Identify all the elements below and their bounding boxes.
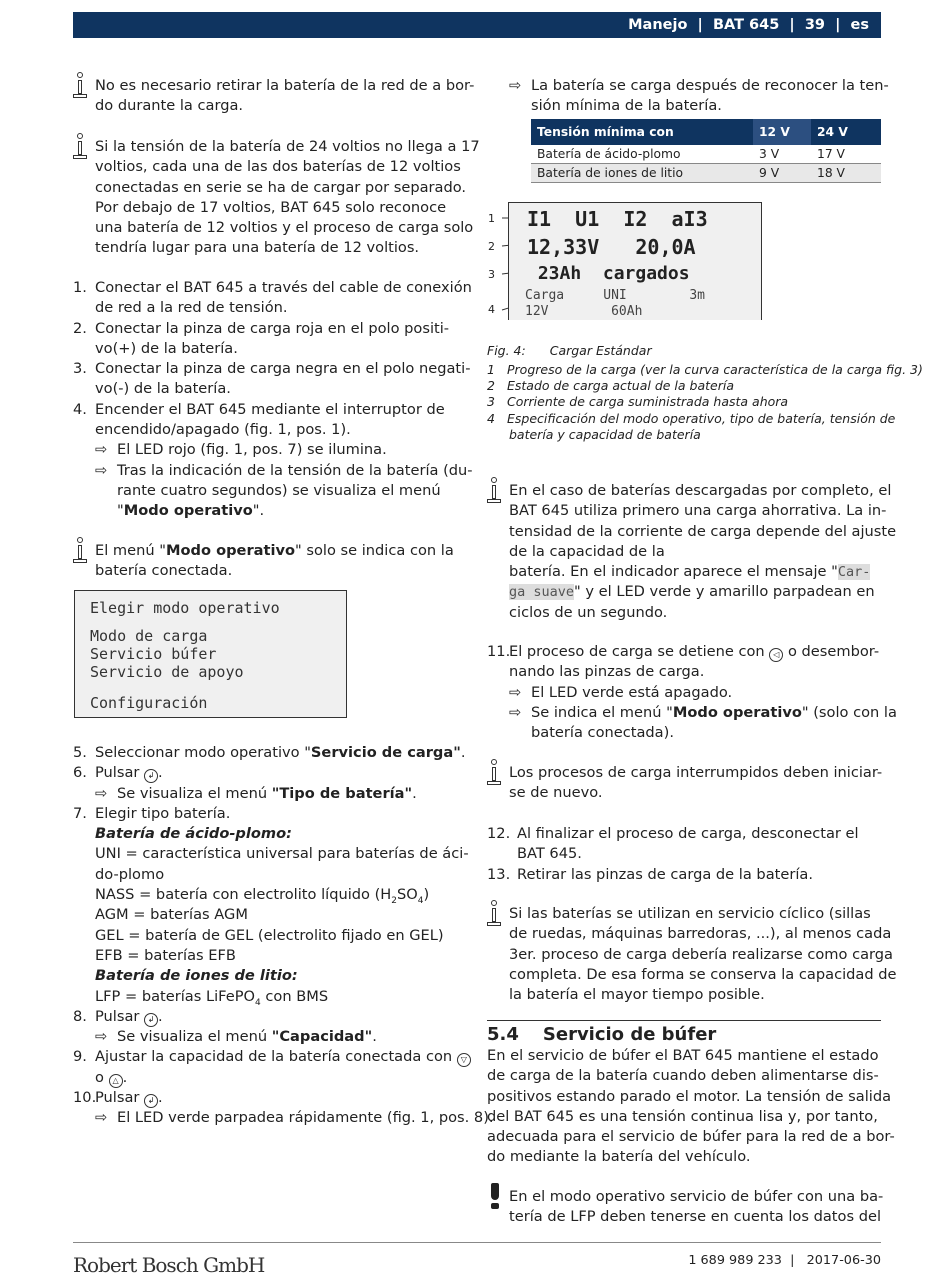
menu-item: Configuración [90,694,208,712]
step-text: Conectar el BAT 645 a través del cable de conexión [95,279,472,296]
header-sep: | [789,17,795,33]
info-icon [73,537,87,563]
doc-number: 1 689 989 233 [688,1253,782,1268]
legend-number: 2 [487,378,495,394]
back-button-icon: ◁ [769,648,783,662]
menu-item: Modo de carga [90,627,208,645]
header-page: 39 [804,17,826,33]
step-text: . [158,1007,163,1025]
type-line: AGM = baterías AGM [95,906,248,924]
lcd-row: 12V 60Ah [525,304,643,319]
step-text: o desembor- [787,643,880,660]
text-line: tería de LFP deben tenerse en cuenta los datos del [509,1208,881,1226]
result-text: . [412,784,417,802]
legend-text: batería y capacidad de batería [509,426,701,442]
result-text: batería conectada). [531,724,674,742]
text-line: positivos estando parado el motor. La tensión de salida [487,1087,892,1105]
result-text: Se visualiza el menú [117,1028,272,1046]
info-note-4 [509,481,896,623]
text-line: del BAT 645 es una tensión continua lisa y, por tanto, [487,1107,878,1125]
text-line: Si las baterías se utilizan en servicio cíclico (sillas [509,905,871,922]
text-line: " y el LED verde y amarillo parpadean en [574,583,875,601]
result-text: El LED rojo (fig. 1, pos. 7) se ilumina. [117,441,387,459]
header-lang: es [850,17,869,33]
subscript: 4 [417,895,424,906]
figure-title: Cargar Estándar [549,343,652,358]
menu-title: Elegir modo operativo [90,599,280,617]
lcd-row: 12,33V 20,0A [527,235,696,259]
info-note-6 [509,904,897,1005]
info-note-1 [95,76,474,117]
step-number: 5. [73,744,87,761]
legend-text: Corriente de carga suministrada hasta ahora [507,394,789,410]
section-heading [487,1024,716,1045]
company-logo: Robert Bosch GmbH [73,1253,265,1277]
text-line: Si la tensión de la batería de 24 voltios no llega a 17 [95,138,480,155]
header-sep: | [835,17,841,33]
callout-number: 2 [488,240,495,253]
arrow-icon: ⇨ [95,1028,108,1046]
header-sep: | [697,17,703,33]
step-text: Encender el BAT 645 mediante el interruptor de [95,400,445,418]
table-cell: 17 V [811,145,881,164]
text-line: 3er. proceso de carga debería realizarse como carga [509,945,893,963]
subscript: 4 [255,997,261,1008]
table-row [531,145,881,164]
menu-item: Servicio búfer [90,645,217,663]
subscript: 2 [391,895,397,906]
text-line: la batería el mayor tiempo posible. [509,986,765,1004]
lfp-text: LFP = baterías LiFePO [95,987,256,1005]
callout-number: 1 [488,212,495,225]
result-text: El LED verde está apagado. [531,683,733,701]
step-text: Pulsar [95,1089,140,1107]
text-line: conectadas en serie se ha de cargar por separado. [95,178,467,196]
result-text: Tras la indicación de la tensión de la batería (du- [117,461,473,479]
text-line: No es necesario retirar la batería de la red de a bor- [95,77,475,94]
text-line: se de nuevo. [509,784,603,802]
text-line: una batería de 12 voltios y el proceso de carga solo [95,219,474,237]
result-bold: Modo operativo [672,703,802,721]
type-line [73,987,494,1007]
lead-acid-heading: Batería de ácido-plomo: [95,825,292,843]
step-text: vo(+) de la batería. [95,339,238,357]
step-text: Ajustar la capacidad de la batería conectada con [95,1048,453,1066]
steps-list-2 [73,743,494,1129]
step-text: . [158,1089,163,1107]
steps-12-13 [487,824,859,885]
result-bold: "Tipo de batería" [271,784,413,802]
intro-result [509,76,889,117]
text-line: " solo se indica con la [295,542,454,559]
step-text: Pulsar [95,1007,140,1025]
step-text: Elegir tipo batería. [95,804,231,822]
nass-text: SO [397,886,418,904]
step-number: 10. [73,1089,97,1107]
type-line: EFB = baterías EFB [95,946,236,964]
display-message: Car- [837,564,871,581]
arrow-icon: ⇨ [509,77,522,94]
result-bold: Modo operativo [123,502,253,520]
text-line: tendría lugar para una batería de 12 voltios. [95,239,420,257]
legend-number: 3 [487,394,495,410]
table-row [531,164,881,183]
legend-text: Estado de carga actual de la batería [507,378,734,394]
info-note-2 [95,137,480,259]
min-voltage-table [531,119,881,183]
result-text: Se indica el menú " [531,703,673,721]
info-icon [487,759,501,785]
step-text: de red a la red de tensión. [95,299,288,317]
section-body [487,1046,895,1168]
step-number: 3. [73,360,87,378]
arrow-icon: ⇨ [509,683,522,701]
enter-button-icon: ↲ [144,1013,158,1027]
step-text: Conectar la pinza de carga negra en el polo negati- [95,360,471,378]
table-cell: 18 V [811,164,881,183]
table-cell: Batería de iones de litio [531,164,753,183]
text-line: batería. En el indicador aparece el mensaje " [509,563,838,581]
text-line: do durante la carga. [95,97,244,115]
footer-divider [73,1242,881,1243]
callout-number: 4 [488,303,495,316]
text-line: Los procesos de carga interrumpidos deben iniciar- [509,764,883,781]
step-text: Seleccionar modo operativo " [95,744,311,761]
section-divider [487,1020,881,1021]
enter-button-icon: ↲ [144,1094,158,1108]
nass-text: NASS = batería con electrolito líquido (H [95,886,392,904]
info-note-3 [95,541,454,582]
text-line: adecuada para el servicio de búfer para la red de a bor- [487,1128,895,1146]
footer-sep: | [790,1253,795,1268]
text-line: de ruedas, máquinas barredoras, ...), al menos cada [509,925,892,943]
menu-item: Servicio de apoyo [90,663,244,681]
arrow-icon: ⇨ [95,461,108,479]
step-text: . [122,1068,128,1086]
text-line: completa. De esa forma se conserva la capacidad de [509,965,897,983]
text-bold: Modo operativo [165,542,296,559]
result-text: sión mínima de la batería. [531,97,722,115]
step-number: 12. [487,825,511,842]
warning-note [509,1187,883,1228]
step-text: encendido/apagado (fig. 1, pos. 1). [95,421,351,439]
figure-caption [487,343,652,359]
enter-button-icon: ↲ [144,769,158,783]
step-text: . [460,744,466,761]
steps-list-1 [73,278,473,522]
step-number: 6. [73,764,87,782]
text-line: de carga de la batería cuando deben alimentarse dis- [487,1067,879,1085]
result-bold: "Capacidad" [271,1028,373,1046]
result-text: . [372,1028,377,1046]
arrow-icon: ⇨ [95,1109,108,1127]
step-text: vo(-) de la batería. [95,380,231,398]
result-text: " (solo con la [801,703,897,721]
text-line: En el caso de baterías descargadas por completo, el [509,482,892,499]
text-line: BAT 645 utiliza primero una carga ahorrativa. La in- [509,502,887,520]
table-cell: 3 V [753,145,811,164]
result-text: El LED verde parpadea rápidamente (fig. 1, pos. 8). [117,1109,494,1127]
step-number: 1. [73,279,87,296]
lcd-row: 23Ah cargados [527,263,690,284]
section-title: Servicio de búfer [542,1024,717,1045]
step-text: o [95,1068,104,1086]
figure-label: Fig. 4: [487,343,526,358]
step-text: nando las pinzas de carga. [509,663,705,681]
type-line: GEL = batería de GEL (electrolito fijado en GEL) [95,926,444,944]
menu-display [74,590,347,718]
info-icon [487,477,501,503]
text-line: Por debajo de 17 voltios, BAT 645 solo reconoce [95,198,447,216]
step-number: 2. [73,319,87,337]
lcd-row: Carga UNI 3m [525,288,706,303]
type-line [73,885,494,905]
text-line: de la capacidad de la [509,542,665,560]
arrow-icon: ⇨ [95,784,108,802]
step-number: 8. [73,1007,87,1025]
text-line: ciclos de un segundo. [509,603,668,621]
text-line: tensidad de la corriente de carga depende del ajuste [509,522,897,540]
header-product: BAT 645 [712,17,780,33]
step-number: 7. [73,804,87,822]
text-line: do mediante la batería del vehículo. [487,1148,751,1166]
step-11 [487,642,897,743]
info-icon [487,900,501,926]
doc-date: 2017-06-30 [806,1253,881,1268]
text-line: voltios, cada una de las dos baterías de 12 voltios [95,158,461,176]
text-line: En el servicio de búfer el BAT 645 mantiene el estado [487,1047,879,1064]
legend-number: 4 [487,410,495,426]
table-header: 12 V [753,119,811,145]
type-line: do-plomo [95,865,165,883]
footer-info [660,1253,881,1268]
legend-number: 1 [487,362,495,377]
section-number: 5.4 [487,1024,519,1045]
step-bold: Servicio de carga" [310,744,461,761]
display-message: ga suave [509,584,575,601]
lithium-heading: Batería de iones de litio: [95,967,298,985]
step-text: El proceso de carga se detiene con [509,643,765,660]
step-text: Al finalizar el proceso de carga, desconectar el [517,825,859,842]
step-text: Retirar las pinzas de carga de la batería. [517,865,813,883]
text-line: En el modo operativo servicio de búfer con una ba- [509,1188,884,1205]
up-button-icon: △ [109,1074,123,1088]
step-number: 9. [73,1048,87,1066]
info-icon [73,133,87,159]
lcd-row: I1 U1 I2 aI3 [527,207,708,231]
table-header: 24 V [811,119,881,145]
info-note-5 [509,763,882,804]
result-text: La batería se carga después de reconocer la ten- [531,77,889,94]
table-cell: Batería de ácido-plomo [531,145,753,164]
down-button-icon: ▽ [457,1053,471,1067]
step-number: 11. [487,643,511,660]
type-line: UNI = característica universal para baterías de áci- [95,845,469,863]
table-header: Tensión mínima con [531,119,753,145]
header-section: Manejo [628,17,688,33]
arrow-icon: ⇨ [95,441,108,459]
text-line: batería conectada. [95,562,233,580]
callout-number: 3 [488,268,495,281]
result-text: ". [252,502,265,520]
result-text: Se visualiza el menú [117,784,272,802]
legend-text: Progreso de la carga (ver la curva característica de la carga fig. 3) [507,362,923,377]
table-cell: 9 V [753,164,811,183]
arrow-icon: ⇨ [509,703,522,721]
legend-text: Especificación del modo operativo, tipo de batería, tensión de [507,410,896,426]
page-header [73,12,881,38]
text-line: El menú " [95,542,166,559]
step-text: Pulsar [95,764,140,782]
figure-legend [487,362,923,443]
step-number: 4. [73,400,87,418]
step-text: . [158,764,163,782]
lcd-display [508,202,762,320]
result-text: " [117,502,124,520]
warning-icon [488,1183,502,1209]
step-text: BAT 645. [517,845,582,863]
info-icon [73,72,87,98]
step-text: Conectar la pinza de carga roja en el polo positi- [95,319,450,337]
step-number: 13. [487,865,511,883]
lfp-text: con BMS [260,987,329,1005]
result-text: rante cuatro segundos) se visualiza el menú [117,481,441,499]
nass-text: ) [423,886,430,904]
